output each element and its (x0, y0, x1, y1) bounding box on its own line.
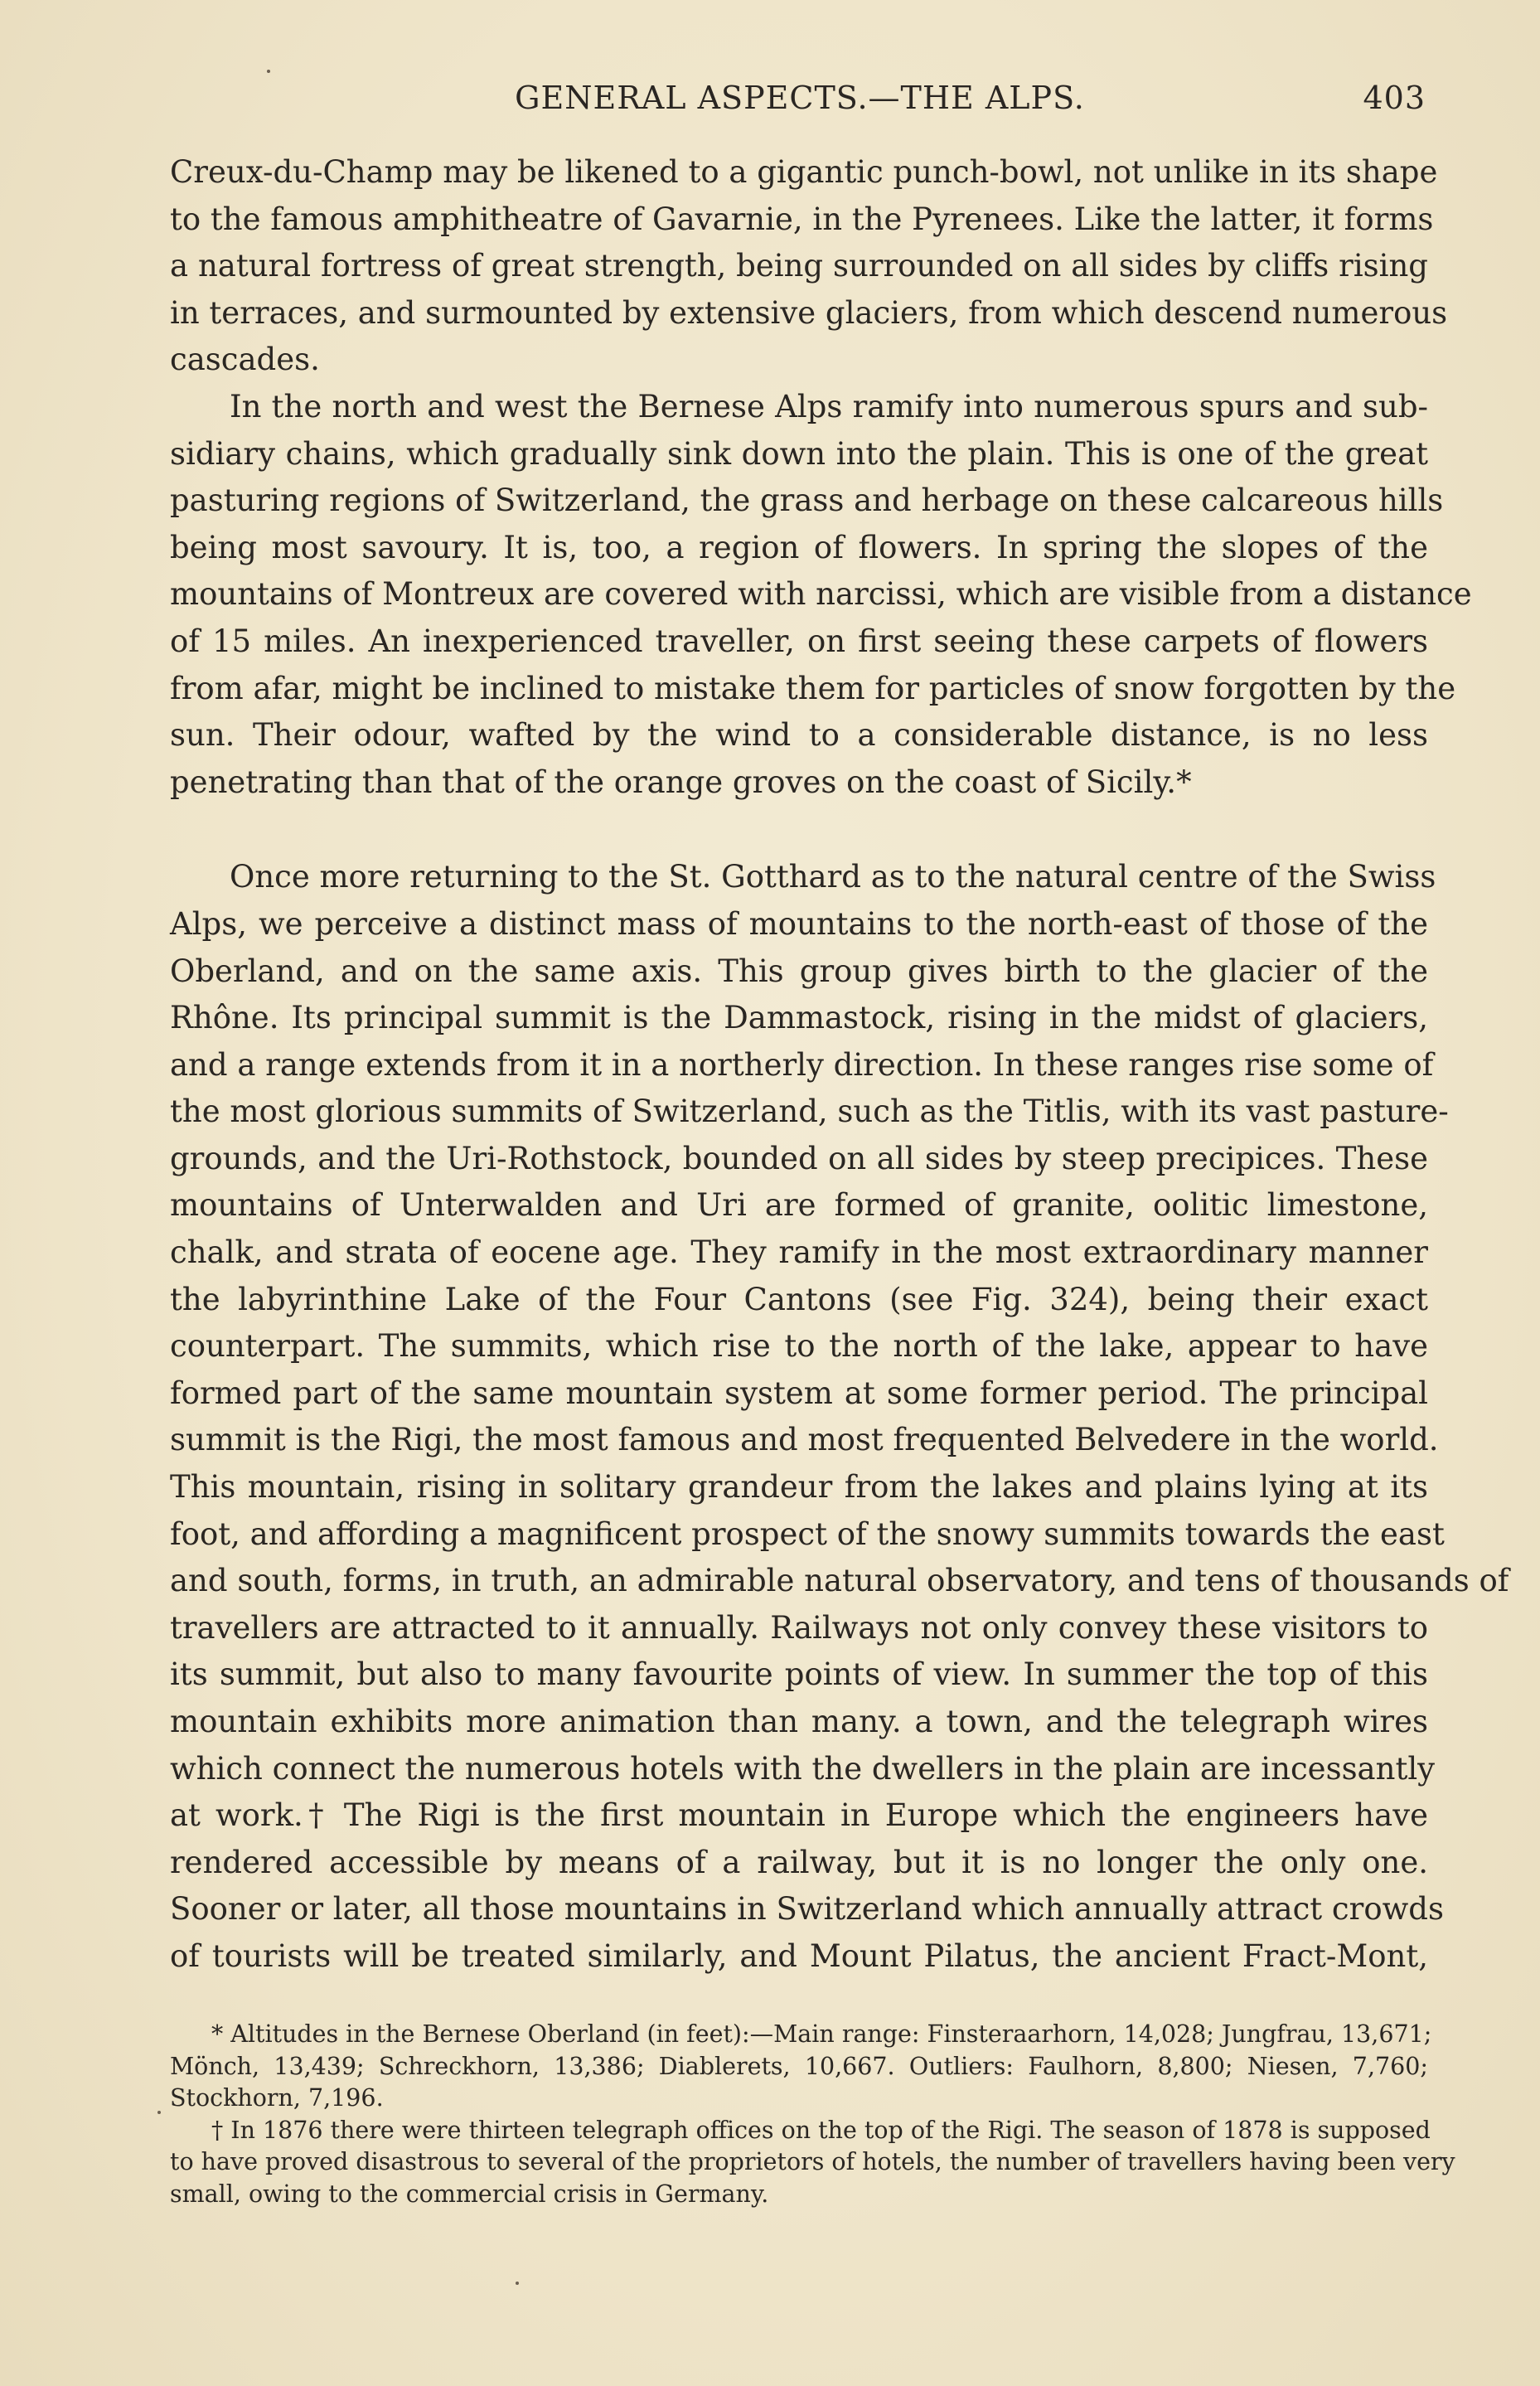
text-line: of 15 miles. An inexperienced traveller, on first seeing these carpets of flowers (170, 623, 1428, 659)
text-line: from afar, might be inclined to mistake them for particles of snow forgotten by the (170, 670, 1456, 706)
main-text (170, 149, 1509, 1981)
text-line: a natural fortress of great strength, being surrounded on all sides by cliffs rising (170, 248, 1428, 284)
paper-speck (267, 70, 270, 73)
paper-speck (157, 2111, 161, 2114)
footnote-line: small, owing to the commercial crisis in Germany. (170, 2180, 769, 2208)
text-line: mountains of Unterwalden and Uri are formed of granite, oolitic limestone, (170, 1187, 1428, 1224)
text-line: Sooner or later, all those mountains in Switzerland which annually attract crowds (170, 1891, 1444, 1928)
text-line: being most savoury. It is, too, a region of flowers. In spring the slopes of the (170, 529, 1428, 565)
text-line: the labyrinthine Lake of the Four Cantons (see Fig. 324), being their exact (170, 1281, 1428, 1317)
text-line: mountain exhibits more animation than many. a town, and the telegraph wires (170, 1704, 1428, 1739)
text-line: grounds, and the Uri-Rothstock, bounded on all sides by steep precipices. These (170, 1140, 1428, 1176)
text-line: of tourists will be treated similarly, and Mount Pilatus, the ancient Fract-Mont, (170, 1937, 1428, 1974)
text-line: formed part of the same mountain system at some former period. The principal (170, 1375, 1428, 1411)
text-line: which connect the numerous hotels with the dwellers in the plain are incessantly (170, 1750, 1436, 1787)
text-line: travellers are attracted to it annually. Railways not only convey these visitors to (170, 1609, 1428, 1646)
text-line: and south, forms, in truth, an admirable natural observatory, and tens of thousands of (170, 1563, 1509, 1599)
text-line: and a range extends from it in a northerly direction. In these ranges rise some of (170, 1046, 1434, 1083)
running-head (174, 80, 1426, 121)
text-line: pasturing regions of Switzerland, the grass and herbage on these calcareous hills (170, 483, 1444, 519)
running-title: GENERAL ASPECTS.—THE ALPS. (515, 80, 1085, 116)
footnotes (170, 2019, 1455, 2210)
text-line: mountains of Montreux are covered with narcissi, which are visible from a distance (170, 576, 1472, 613)
text-line: rendered accessible by means of a railway, but it is no longer the only one. (170, 1844, 1428, 1880)
text-line: chalk, and strata of eocene age. They ramify in the most extraordinary manner (170, 1234, 1428, 1271)
text-line: Creux-du-Champ may be likened to a gigantic punch-bowl, not unlike in its shape (170, 154, 1438, 190)
text-line: In the north and west the Bernese Alps ramify into numerous spurs and sub- (230, 388, 1428, 424)
text-line: in terraces, and surmounted by extensive glaciers, from which descend numerous (170, 294, 1448, 331)
footnote-line: to have proved disastrous to several of the proprietors of hotels, the number of travellers having been very (170, 2148, 1455, 2175)
text-line: at work.† The Rigi is the first mountain in Europe which the engineers have (170, 1797, 1428, 1834)
text-line: its summit, but also to many favourite points of view. In summer the top of this (170, 1656, 1428, 1693)
text-line: sidiary chains, which gradually sink down into the plain. This is one of the great (170, 435, 1428, 472)
text-line: foot, and affording a magnificent prospect of the snowy summits towards the east (170, 1515, 1445, 1552)
text-line: penetrating than that of the orange groves on the coast of Sicily.* (170, 764, 1192, 800)
footnote-line: * Altitudes in the Bernese Oberland (in feet):—Main range: Finsteraarhorn, 14,028; Jungfrau, 13,671; (211, 2020, 1432, 2048)
section-break (170, 806, 1428, 854)
text-line: Oberland, and on the same axis. This group gives birth to the glacier of the (170, 953, 1428, 989)
text-line: This mountain, rising in solitary grandeur from the lakes and plains lying at its (170, 1469, 1428, 1506)
text-line: Alps, we perceive a distinct mass of mountains to the north-east of those of the (170, 905, 1428, 942)
paper-speck (516, 2282, 519, 2285)
footnote-line: Mönch, 13,439; Schreckhorn, 13,386; Diablerets, 10,667. Outliers: Faulhorn, 8,800; Niesen, 7,760; (170, 2052, 1428, 2080)
text-line: the most glorious summits of Switzerland, such as the Titlis, with its vast pasture- (170, 1094, 1449, 1130)
footnote-line: † In 1876 there were thirteen telegraph offices on the top of the Rigi. The season of 1878 is supposed (211, 2116, 1431, 2144)
text-line: cascades. (170, 342, 320, 378)
text-line: sun. Their odour, wafted by the wind to a considerable distance, is no less (170, 717, 1428, 754)
text-line: counterpart. The summits, which rise to the north of the lake, appear to have (170, 1328, 1428, 1365)
text-line: Once more returning to the St. Gotthard as to the natural centre of the Swiss (230, 859, 1436, 895)
footnote-line: Stockhorn, 7,196. (170, 2084, 384, 2112)
text-line: Rhône. Its principal summit is the Dammastock, rising in the midst of glaciers, (170, 1000, 1428, 1036)
text-line: summit is the Rigi, the most famous and most frequented Belvedere in the world. (170, 1422, 1439, 1458)
text-line: to the famous amphitheatre of Gavarnie, in the Pyrenees. Like the latter, it forms (170, 201, 1434, 237)
page-number: 403 (1363, 80, 1426, 116)
